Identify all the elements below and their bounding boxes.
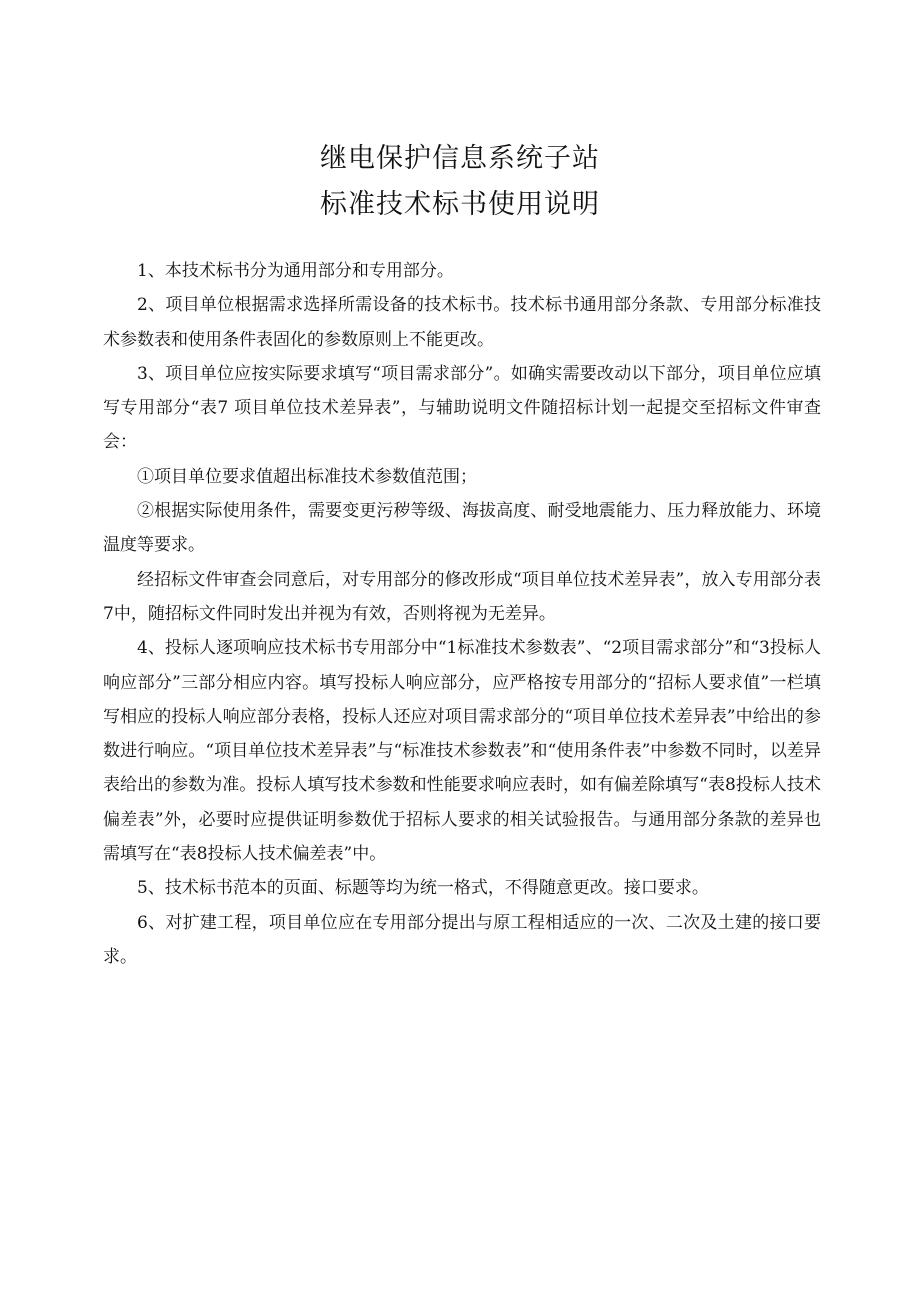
title-line-2: 标准技术标书使用说明 bbox=[320, 189, 600, 220]
paragraph-3-note: 经招标文件审查会同意后，对专用部分的修改形成“项目单位技术差异表”，放入专用部分表7中，随招标文件同时发出并视为有效，否则将视为无差异。 bbox=[103, 569, 821, 624]
paragraph-4: 4、投标人逐项响应技术标书专用部分中“1标准技术参数表”、“2项目需求部分”和“3投标人响应部分”三部分相应内容。填写投标人响应部分，应严格按专用部分的“招标人要求值”一栏填写相应的投标人响应部分表格，投标人还应对项目需求部分的“项目单位技术差异表”中给出的参数进行响应。“项目单位技术差异表”与“标准技术参数表”和“使用条件表”中参数不同时，以差异表给出的参数为准。投标人填写技术参数和性能要求响应表时，如有偏差除填写“表8投标人技术偏差表”外，必要时应提供证明参数优于招标人要求的相关试验报告。与通用部分条款的差异也需填写在“表8投标人技术偏差表”中。 bbox=[103, 638, 821, 865]
paragraph-6: 6、对扩建工程，项目单位应在专用部分提出与原工程相适应的一次、二次及土建的接口要求。 bbox=[103, 912, 821, 967]
paragraph-5: 5、技术标书范本的页面、标题等均为统一格式，不得随意更改。接口要求。 bbox=[137, 878, 709, 899]
paragraph-3-item-2: ②根据实际使用条件，需要变更污秽等级、海拔高度、耐受地震能力、压力释放能力、环境温度等要求。 bbox=[103, 501, 821, 556]
paragraph-2: 2、项目单位根据需求选择所需设备的技术标书。技术标书通用部分条款、专用部分标准技术参数表和使用条件表固化的参数原则上不能更改。 bbox=[103, 295, 821, 350]
paragraph-3: 3、项目单位应按实际要求填写“项目需求部分”。如确实需要改动以下部分，项目单位应填写专用部分“表7 项目单位技术差异表”，与辅助说明文件随招标计划一起提交至招标文件审查会： bbox=[103, 363, 821, 453]
title-line-1: 继电保护信息系统子站 bbox=[320, 143, 600, 174]
document-title bbox=[0, 136, 920, 228]
paragraph-3-item-1: ①项目单位要求值超出标准技术参数值范围； bbox=[137, 466, 477, 487]
paragraph-1: 1、本技术标书分为通用部分和专用部分。 bbox=[137, 261, 454, 281]
document-body bbox=[103, 254, 821, 974]
